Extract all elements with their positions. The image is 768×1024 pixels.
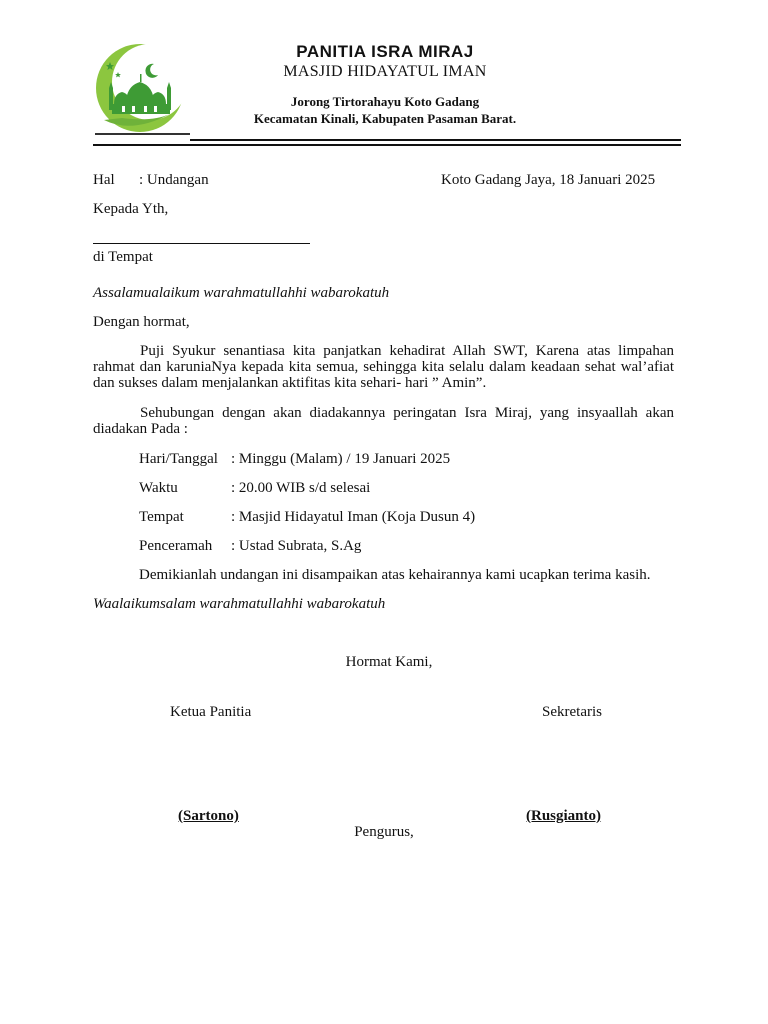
detail-value-time: : 20.00 WIB s/d selesai: [231, 480, 371, 496]
detail-label-date: Hari/Tanggal: [139, 451, 218, 467]
paragraph-event-intro: Sehubungan dengan akan diadakannya peringatan Isra Miraj, yang insyaallah akan diadakan Pada :: [93, 405, 674, 437]
mosque-logo: [92, 42, 188, 134]
header-rule-top: [190, 139, 681, 141]
sign-off: Hormat Kami,: [345, 654, 433, 670]
address-line-2: Kecamatan Kinali, Kabupaten Pasaman Barat.: [253, 111, 517, 126]
detail-label-speaker: Penceramah: [139, 538, 213, 554]
place-date: Koto Gadang Jaya, 18 Januari 2025: [441, 172, 656, 188]
chairman-title: Ketua Panitia: [170, 704, 252, 720]
addressee-blank-line: [93, 243, 310, 244]
detail-value-place: : Masjid Hidayatul Iman (Koja Dusun 4): [231, 509, 476, 525]
address-line-1: Jorong Tirtorahayu Koto Gadang: [290, 94, 480, 109]
addressee-greeting: Kepada Yth,: [93, 201, 169, 217]
paragraph-opening: Puji Syukur senantiasa kita panjatkan kehadirat Allah SWT, Karena atas limpahan rahmat dan karuniaNya kepada kita semua, sehingga kita selalu dalam keadaan sehat wal’afiat dan sukses dalam menjalankan aktifitas kita sehari- hari ” Amin”.: [93, 343, 674, 391]
salam-opening: Assalamualaikum warahmatullahhi wabarokatuh: [93, 285, 390, 301]
detail-label-time: Waktu: [139, 480, 178, 496]
hal-value: : Undangan: [139, 172, 209, 188]
mosque-name: MASJID HIDAYATUL IMAN: [283, 63, 487, 80]
header-rule-bottom: [93, 144, 681, 146]
logo-underline: [95, 133, 190, 135]
pengurus-label: Pengurus,: [354, 824, 414, 840]
detail-value-speaker: : Ustad Subrata, S.Ag: [231, 538, 362, 554]
addressee-place: di Tempat: [93, 249, 153, 265]
hal-label: Hal: [93, 172, 115, 188]
chairman-name: (Sartono): [178, 808, 239, 824]
secretary-name: (Rusgianto): [526, 808, 602, 824]
detail-label-place: Tempat: [139, 509, 184, 525]
secretary-title: Sekretaris: [542, 704, 602, 720]
detail-value-date: : Minggu (Malam) / 19 Januari 2025: [231, 451, 451, 467]
closing-sentence: Demikianlah undangan ini disampaikan atas kehairannya kami ucapkan terima kasih.: [139, 567, 651, 583]
org-title: PANITIA ISRA MIRAJ: [296, 42, 474, 61]
greeting: Dengan hormat,: [93, 314, 190, 330]
salam-closing: Waalaikumsalam warahmatullahhi wabarokatuh: [93, 596, 386, 612]
